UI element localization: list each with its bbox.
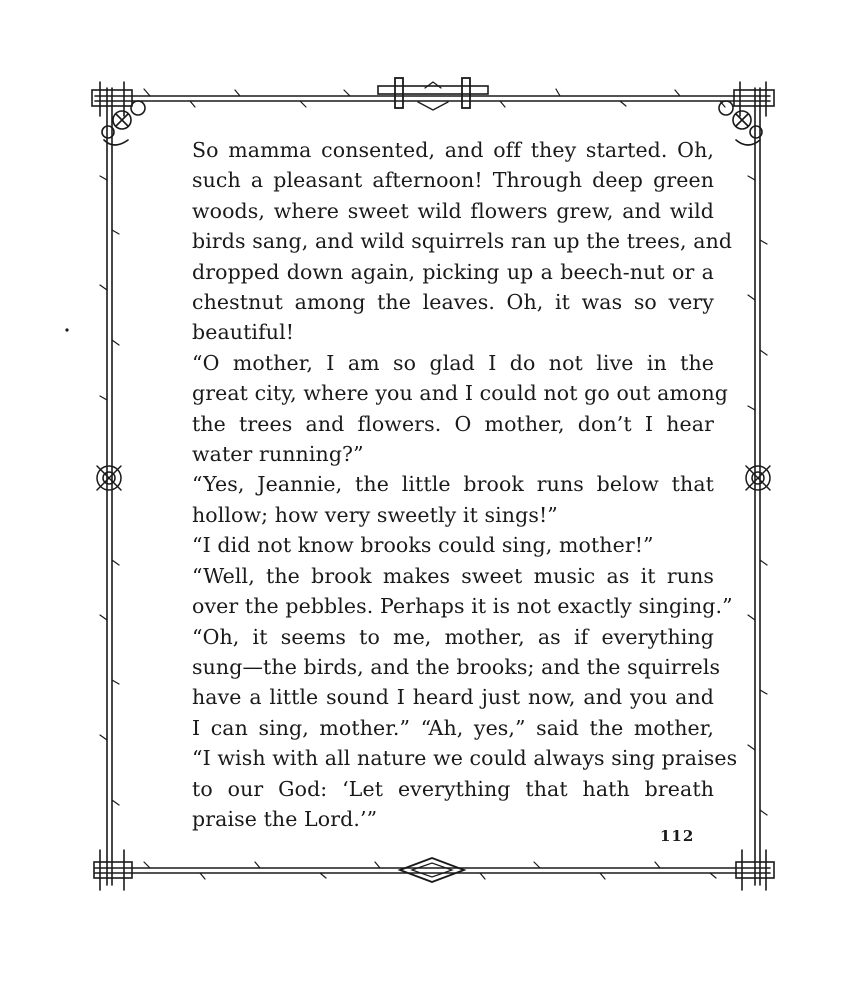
left-rail <box>107 88 112 885</box>
text-line: birds sang, and wild squirrels ran up the trees, and <box>192 229 733 254</box>
text-line: the trees and flowers. O mother, don’t I hear <box>192 411 714 436</box>
paragraph-1 <box>158 135 733 348</box>
body-text <box>158 135 738 834</box>
text-line: water running?” <box>192 442 364 467</box>
corner-bottom-left <box>94 850 132 890</box>
bottom-rail <box>95 868 770 873</box>
text-line: beautiful! <box>192 320 295 345</box>
text-line: have a little sound I heard just now, and you and <box>192 685 714 710</box>
text-line: chestnut among the leaves. Oh, it was so very <box>192 290 714 315</box>
page-number: 112 <box>660 827 695 845</box>
top-rail <box>95 96 770 101</box>
paragraph-6 <box>158 622 738 835</box>
top-center-ornament <box>378 78 488 110</box>
paragraph-3 <box>158 469 714 530</box>
corner-top-left <box>92 82 145 145</box>
text-line: “I did not know brooks could sing, mother!” <box>192 533 654 558</box>
text-line: to our God: ‘Let everything that hath breath <box>192 776 714 801</box>
text-line: dropped down again, picking up a beech-nut or a <box>192 259 714 284</box>
text-line: such a pleasant afternoon! Through deep green <box>192 168 714 193</box>
text-line: woods, where sweet wild flowers grew, and wild <box>192 198 714 223</box>
text-line: I can sing, mother.” “Ah, yes,” said the mother, <box>192 715 714 740</box>
text-line: “Oh, it seems to me, mother, as if everything <box>192 624 714 649</box>
paragraph-5 <box>158 561 733 622</box>
right-rosette <box>746 466 770 490</box>
corner-top-right <box>719 82 774 145</box>
text-line: “Yes, Jeannie, the little brook runs below that <box>192 472 714 497</box>
text-line: great city, where you and I could not go out among <box>192 381 728 406</box>
text-line: “O mother, I am so glad I do not live in the <box>192 350 714 375</box>
speck <box>65 328 68 331</box>
left-rosette <box>97 466 121 490</box>
text-line: “I wish with all nature we could always sing praises <box>192 746 738 771</box>
right-rail <box>755 88 760 885</box>
text-line: praise the Lord.’” <box>192 806 378 831</box>
text-line: hollow; how very sweetly it sings!” <box>192 502 558 527</box>
text-line: So mamma consented, and off they started. Oh, <box>192 138 714 162</box>
bottom-center-ornament <box>400 858 464 882</box>
paragraph-4 <box>158 530 714 560</box>
paragraph-2 <box>158 348 728 470</box>
text-line: sung—the birds, and the brooks; and the squirrels <box>192 654 721 679</box>
text-line: over the pebbles. Perhaps it is not exactly singing.” <box>192 594 733 619</box>
text-line: “Well, the brook makes sweet music as it runs <box>192 563 714 588</box>
